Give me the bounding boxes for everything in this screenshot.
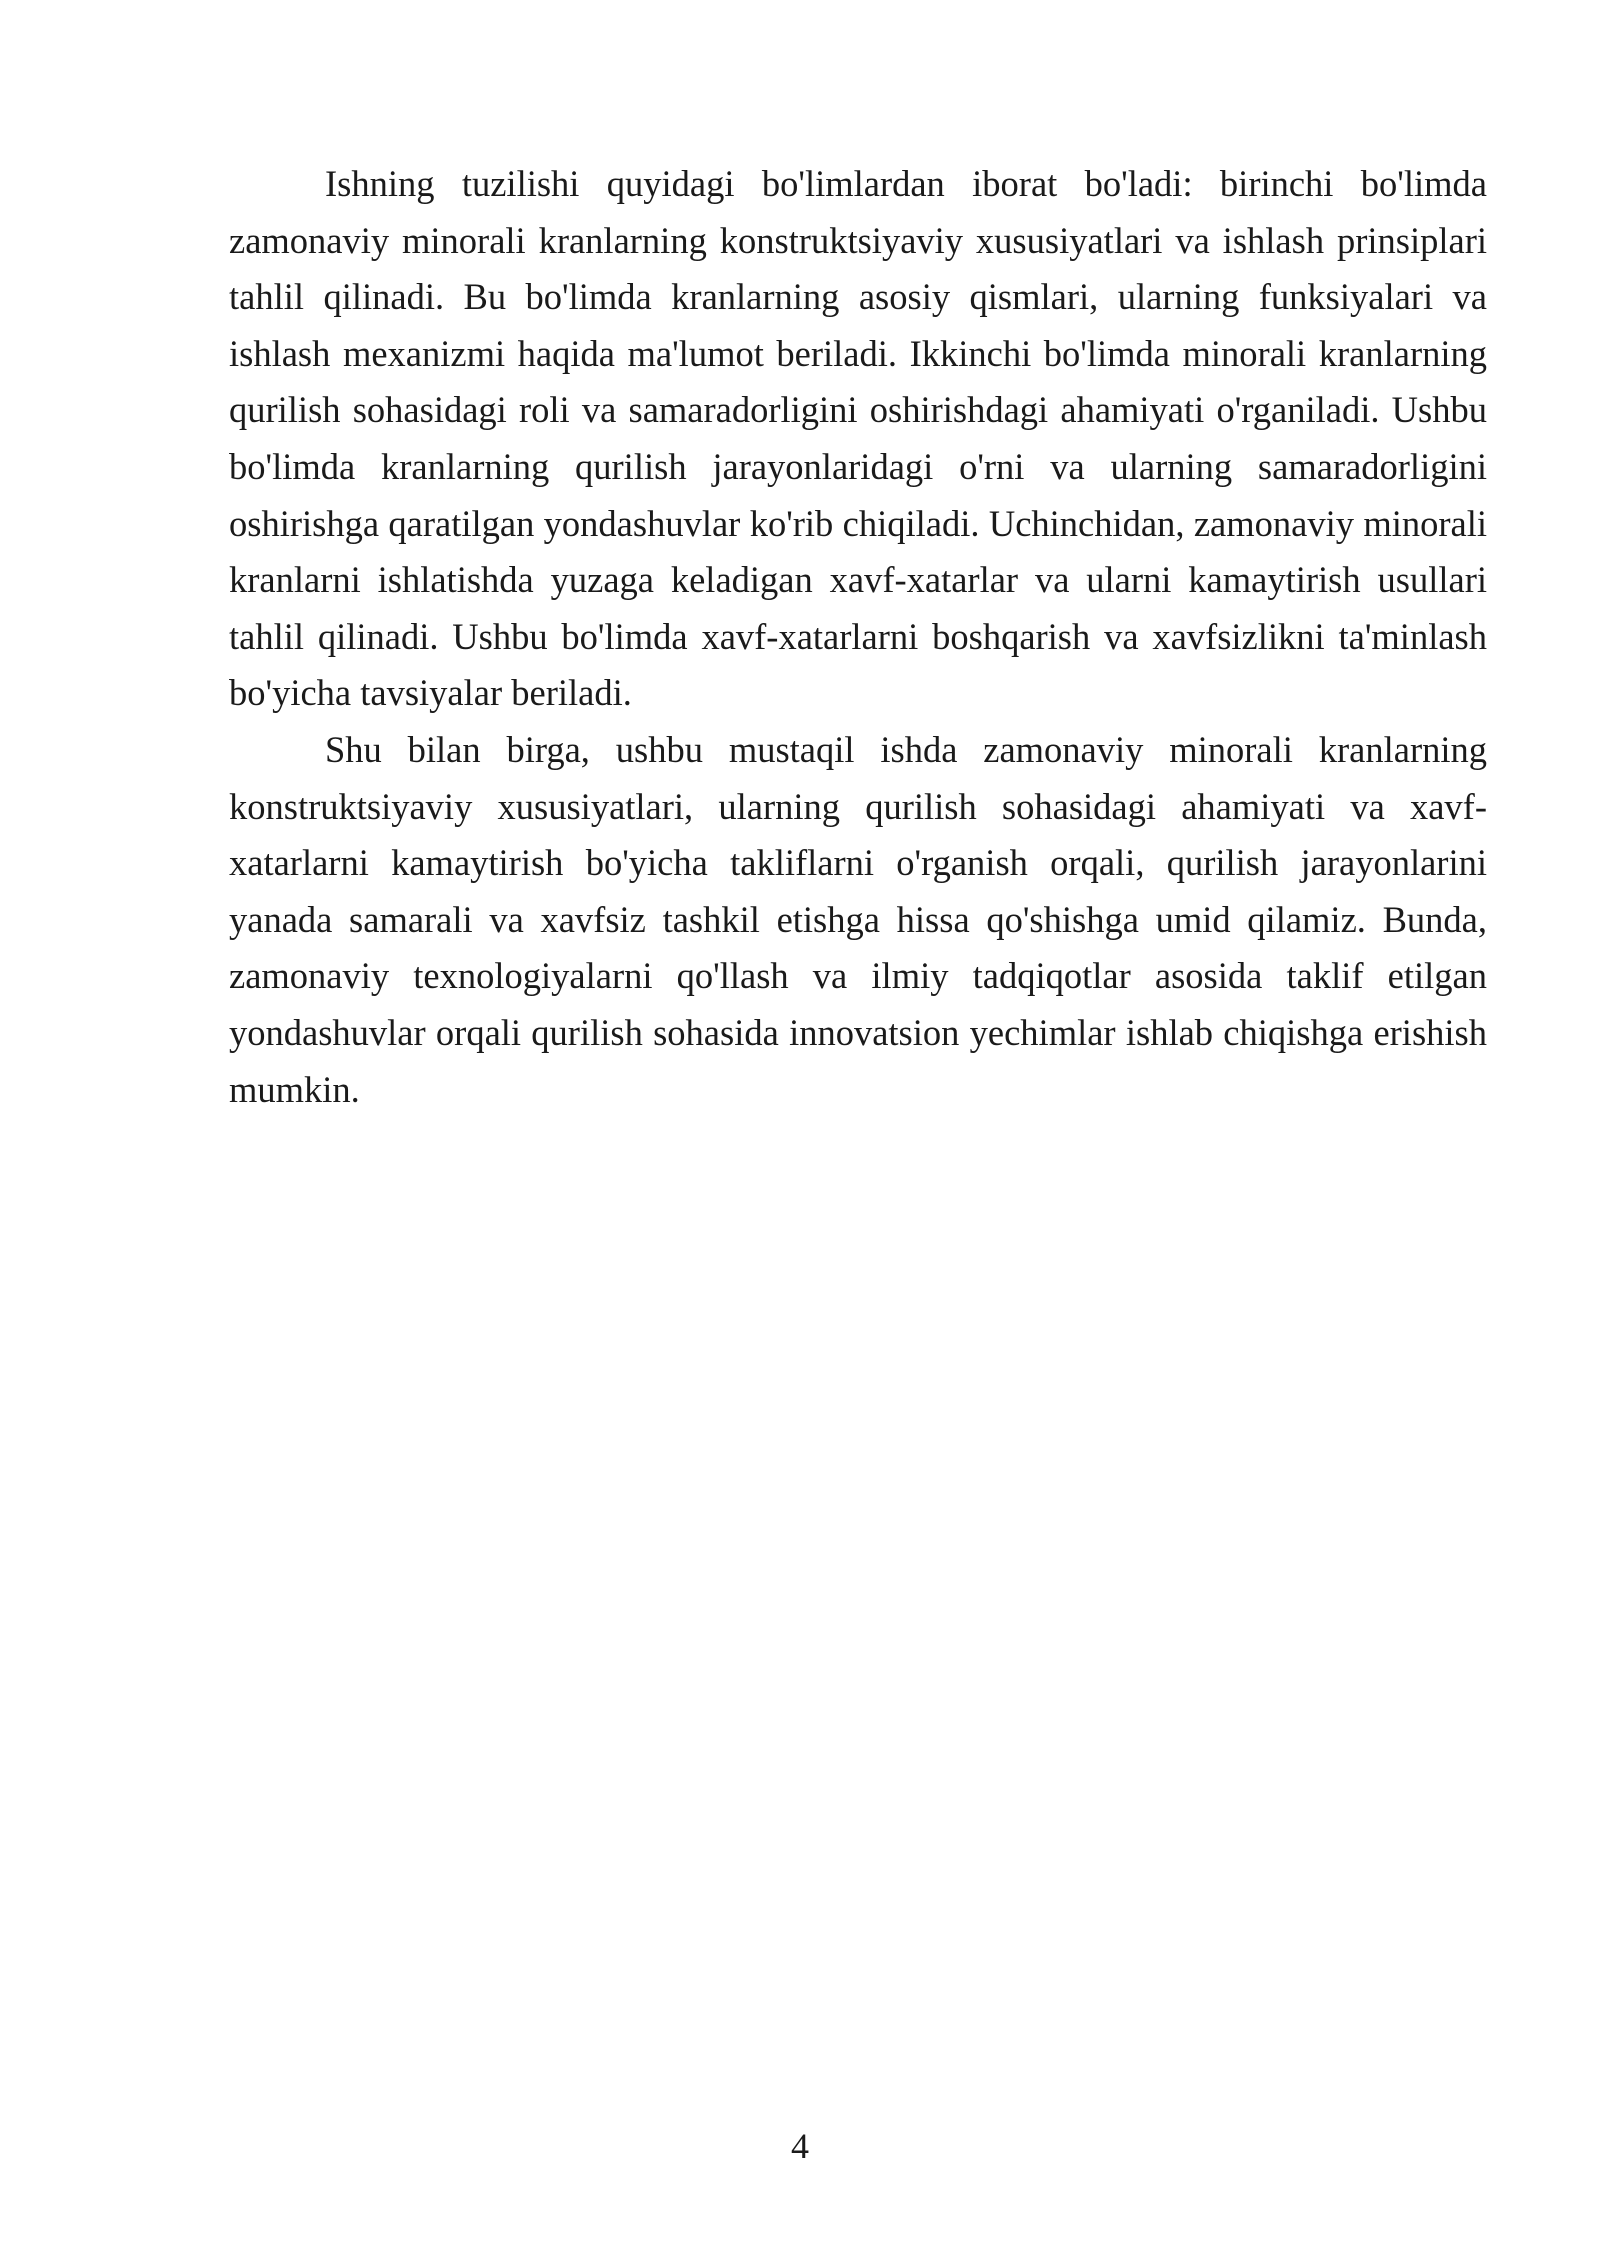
paragraph-goals: Shu bilan birga, ushbu mustaqil ishda zamonaviy minorali kranlarning konstruktsiyaviy xususiyatlari, ularning qurilish sohasidagi ahamiyati va xavf-xatarlarni kamaytirish bo'yicha takliflarni o'rganish orqali, qurilish jarayonlarini yanada samarali va xavfsiz tashkil etishga hissa qo'shishga umid qilamiz. Bunda, zamonaviy texnologiyalarni qo'llash va ilmiy tadqiqotlar asosida taklif etilgan yondashuvlar orqali qurilish sohasida innovatsion yechimlar ishlab chiqishga erishish mumkin. — [229, 728, 1487, 1110]
body-text — [229, 156, 1487, 1118]
paragraph-structure: Ishning tuzilishi quyidagi bo'limlardan iborat bo'ladi: birinchi bo'limda zamonaviy minorali kranlarning konstruktsiyaviy xususiyatlari va ishlash prinsiplari tahlil qilinadi. Bu bo'limda kranlarning asosiy qismlari, ularning funksiyalari va ishlash mexanizmi haqida ma'lumot beriladi. Ikkinchi bo'limda minorali kranlarning qurilish sohasidagi roli va samaradorligini oshirishdagi ahamiyati o'rganiladi. Ushbu bo'limda kranlarning qurilish jarayonlaridagi o'rni va ularning samaradorligini oshirishga qaratilgan yondashuvlar ko'rib chiqiladi. Uchinchidan, zamonaviy minorali kranlarni ishlatishda yuzaga keladigan xavf-xatarlar va ularni kamaytirish usullari tahlil qilinadi. Ushbu bo'limda xavf-xatarlarni boshqarish va xavfsizlikni ta'minlash bo'yicha tavsiyalar beriladi. — [229, 163, 1487, 714]
page-number: 4 — [791, 2126, 809, 2166]
